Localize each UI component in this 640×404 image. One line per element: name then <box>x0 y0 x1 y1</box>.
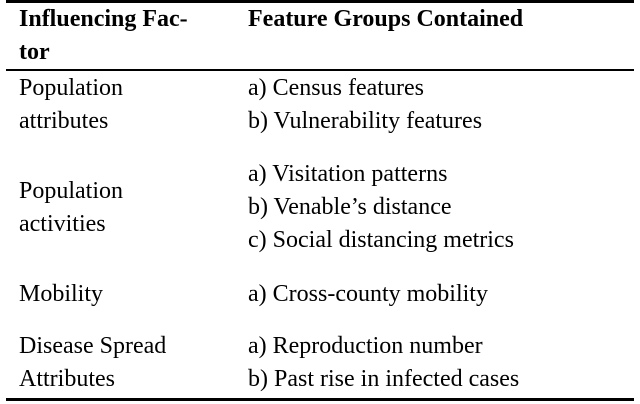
feature-group-item: a) Reproduction number <box>248 333 483 359</box>
feature-group-item: a) Census features <box>248 75 424 101</box>
feature-group-item: c) Social distancing metrics <box>248 227 514 253</box>
row-items-population-activities <box>248 158 514 257</box>
feature-group-item: a) Visitation patterns <box>248 161 448 187</box>
bottom-rule <box>6 398 634 401</box>
header-influencing-factor <box>19 3 221 69</box>
header-rule <box>6 69 634 71</box>
factor-line: Population <box>19 178 124 204</box>
row-factor-population-activities <box>19 175 123 241</box>
feature-groups-table <box>6 0 634 404</box>
row-items-disease-spread <box>248 330 519 396</box>
feature-group-item: b) Past rise in infected cases <box>248 366 520 392</box>
row-factor-mobility <box>19 278 103 311</box>
factor-line: Population <box>19 75 124 101</box>
factor-line: Attributes <box>19 366 115 392</box>
factor-line: Mobility <box>19 281 104 307</box>
row-factor-disease-spread <box>19 330 166 396</box>
row-factor-population-attributes <box>19 72 123 138</box>
factor-line: Disease Spread <box>19 333 167 359</box>
feature-group-item: a) Cross-county mobility <box>248 281 488 307</box>
factor-line: activities <box>19 211 106 237</box>
row-items-mobility <box>248 278 488 311</box>
header-factor-line1: Influencing Fac- <box>19 6 188 32</box>
factor-line: attributes <box>19 108 109 134</box>
row-items-population-attributes <box>248 72 482 138</box>
feature-group-item: b) Vulnerability features <box>248 108 483 134</box>
feature-group-item: b) Venable’s distance <box>248 194 452 220</box>
header-feature-groups: Feature Groups Contained <box>248 6 524 32</box>
header-factor-line2: tor <box>19 39 50 65</box>
